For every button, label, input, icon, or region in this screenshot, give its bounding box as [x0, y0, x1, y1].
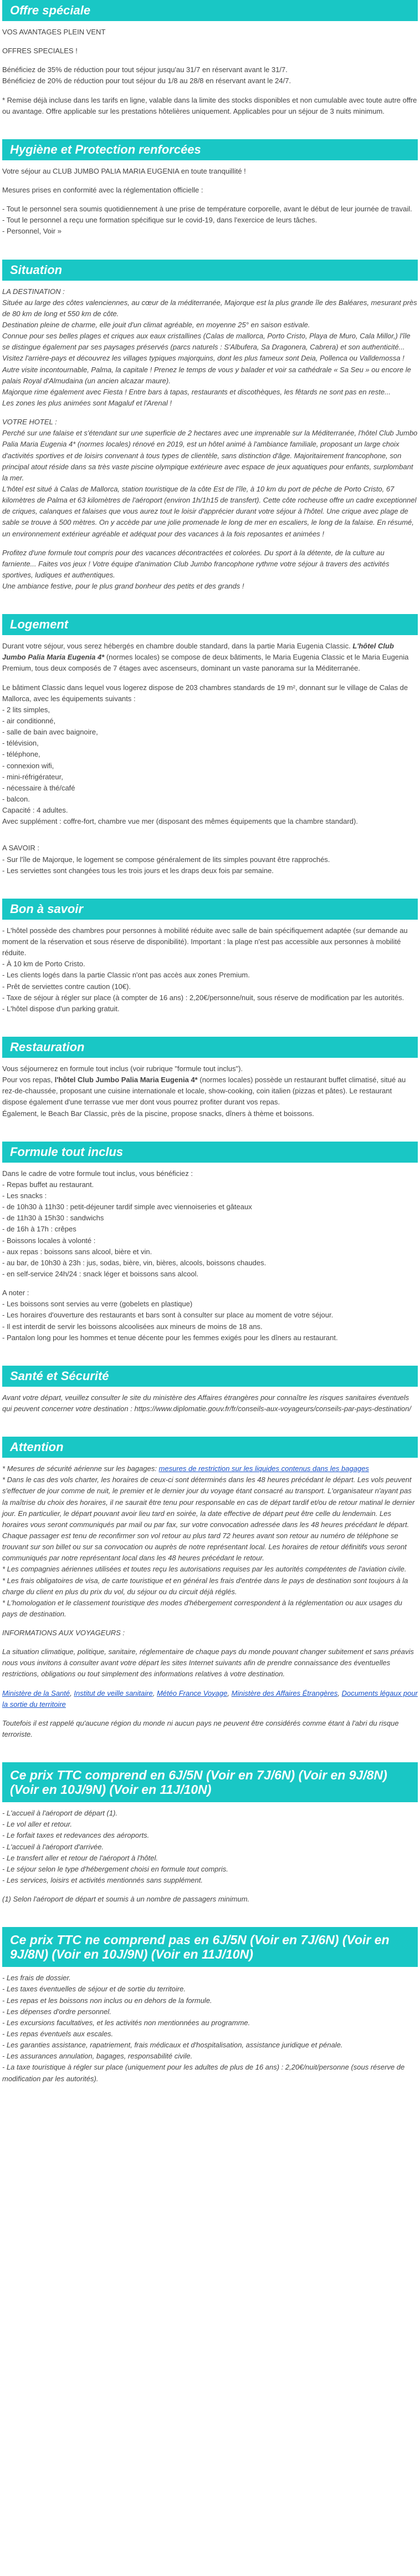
comprend-title: Ce prix TTC comprend en 6J/5N (Voir en 7J/6N) (Voir en 9J/8N) (Voir en 10J/9N) (Voir en 11J/10N): [2, 1762, 418, 1802]
link-ministere-sante[interactable]: Ministère de la Santé: [2, 1688, 70, 1697]
savoir-label: A SAVOIR :: [2, 844, 39, 853]
formule-note: - Pantalon long pour les hommes et tenue décente pour les femmes exigés pour les dîners au restaurant.: [2, 1333, 338, 1342]
hygiene-intro: Votre séjour au CLUB JUMBO PALIA MARIA EUGENIA en toute tranquillité !: [2, 166, 246, 175]
comprend-line: - Le forfait taxes et redevances des aéroports.: [2, 1831, 150, 1840]
formule-line: - de 11h30 à 15h30 : sandwichs: [2, 1214, 104, 1223]
link-affaires-etrangeres[interactable]: Ministère des Affaires Étrangères: [231, 1688, 338, 1697]
comprend-line: - Les services, loisirs et activités mentionnés sans supplément.: [2, 1876, 203, 1885]
savoir-line: - Sur l'île de Majorque, le logement se compose généralement de lits simples pouvant être rapprochés.: [2, 855, 330, 864]
restauration-text: (normes locales) possède un restaurant buffet climatisé, situé au rez-de-chaussée, proposant une cuisine internationale et locale, show-cooking, coin italien (pizzas et pâtes). Le restaurant dispose également d'une terrasse vue mer dont vous pourrez profiter durant vos repas.: [2, 1076, 406, 1107]
bon-line: - L'hôtel dispose d'un parking gratuit.: [2, 1004, 120, 1013]
offre-label: OFFRES SPECIALES !: [2, 47, 78, 55]
infos-text: La situation climatique, politique, sanitaire, réglementaire de chaque pays du monde pouvant changer subitement et sans préavis nous vous invitons à consulter avant votre départ les sites Internet suivants afin de prendre connaissance des éventuelles restrictions, obligations ou tout simplement des informations relatives à votre destination.: [2, 1647, 414, 1679]
hotel-name: l'hôtel Club Jumbo Palia Maria Eugenia 4*: [54, 1076, 198, 1084]
feature-item: - balcon.: [2, 795, 30, 804]
ne-comprend-line: - Les excursions facultatives, et les activités non mentionnées au programme.: [2, 2018, 250, 2027]
formule-line: - de 16h à 17h : crêpes: [2, 1225, 76, 1234]
bon-a-savoir-title: Bon à savoir: [2, 899, 418, 920]
ne-comprend-line: - Les taxes éventuelles de séjour et de sortie du territoire.: [2, 1985, 186, 1994]
offre-note: * Remise déjà incluse dans les tarifs en ligne, valable dans la limite des stocks disponibles et non cumulable avec toute autre offre ou avantage. Offre applicable sur les prestations hôtelières uniquement. Applicables pour un séjour de 3 nuits minimum.: [2, 95, 417, 115]
hotel-para: L'hôtel est situé à Calas de Mallorca, station touristique de la côte Est de l'île, à 10 km du port de pêche de Porto Cristo, 67 kilomètres de Palma et 63 kilomètres de l'aéroport (environ 1h/1h15 de transfert). Cette côte rocheuse offre un cadre exceptionnel de criques, calanques et falaises que vous aurez tout le loisir d'apprécier durant votre séjour à l'hôtel. Une crique avec plage de sable se trouve à 500 mètres. On y accède par une jolie promenade le long de mer en escaliers, le long de la falaise. En résumé, un environnement extérieur agréable et adéquat pour des vacances à la fois reposantes et animées !: [2, 484, 417, 538]
formule-note: - Les boissons sont servies au verre (gobelets en plastique): [2, 1300, 193, 1309]
offre-subtitle: VOS AVANTAGES PLEIN VENT: [2, 28, 106, 36]
formule-intro: Dans le cadre de votre formule tout inclus, vous bénéficiez :: [2, 1169, 193, 1178]
logement-title: Logement: [2, 614, 418, 635]
restauration-para3: Également, le Beach Bar Classic, près de la piscine, propose snacks, dîners à thème et boissons.: [2, 1109, 314, 1118]
attention-p4: * Les frais obligatoires de visa, de carte touristique et en général les frais d'entrée dans le pays de destination sont toujours à la charge du client en plus du prix du vol, du séjour ou du circuit déjà réglés.: [2, 1576, 408, 1596]
situation-para: Majorque rime également avec Fiesta ! Entre bars à tapas, restaurants et discothèques, les fêtards ne sont pas en reste...: [2, 387, 391, 396]
offre-line-2: Bénéficiez de 20% de réduction pour tout séjour du 1/8 au 28/8 en réservant avant le 24/7.: [2, 77, 291, 85]
comprend-line: - Le vol aller et retour.: [2, 1820, 72, 1829]
sante-section: [2, 1366, 418, 1414]
bon-a-savoir-section: [2, 899, 418, 1015]
feature-item: - nécessaire à thé/café: [2, 783, 75, 792]
sante-title: Santé et Sécurité: [2, 1366, 418, 1387]
hotel-para: Perché sur une falaise et s'étendant sur une superficie de 2 hectares avec une imprenable sur la Méditerranée, l'hôtel Club Jumbo Palia Maria Eugenia 4* (normes locales) rénové en 2019, est un hôtel animé à l'ambiance familiale, proposant un large choix d'activités sportives et de loisirs convenant à tous types de clientèle, sans distinction d'âge. Majoritairement francophone, son principal atout réside dans sa très vaste piscine olympique extérieure avec espace de jeux aquatiques pour enfants, surplombant la mer.: [2, 429, 418, 482]
destination-text: Située au large des côtes valenciennes, au cœur de la méditerranée, Majorque est la plus grande île des Baléares, mesurant près de 80 km de long et 550 km de côte.: [2, 298, 417, 318]
logement-text: (normes locales) se compose de deux bâtiments, le Maria Eugenia Classic et le Maria Eugenia Premium, tous deux composés de 7 étages avec ascenseurs, dominant un vaste panorama sur la Méditerranée.: [2, 653, 409, 673]
bon-line: - À 10 km de Porto Cristo.: [2, 960, 85, 968]
comprend-line: - L'accueil à l'aéroport de départ (1).: [2, 1809, 118, 1818]
bon-line: - Prêt de serviettes contre caution (10€).: [2, 982, 131, 991]
ne-comprend-line: - Les dépenses d'ordre personnel.: [2, 2007, 111, 2016]
formule-title: Formule tout inclus: [2, 1142, 418, 1163]
ne-comprend-line: - Les assurances annulation, bagages, responsabilité civile.: [2, 2052, 193, 2061]
restauration-text: Pour vos repas,: [2, 1076, 55, 1084]
ne-comprend-title: Ce prix TTC ne comprend pas en 6J/5N (Voir en 7J/6N) (Voir en 9J/8N) (Voir en 10J/9N) (Voir en 11J/10N): [2, 1927, 418, 1967]
attention-p2: * Dans le cas des vols charter, les horaires de ceux-ci sont déterminés dans les 48 heures précédant le départ. Les vols peuvent s'effectuer de jour comme de nuit, le premier et le dernier jour du voyage étant consacré au transport. L'organisateur n'ayant pas la maîtrise du choix des horaires, il ne saurait être tenu pour responsable en cas de départ tardif et/ou de retour matinal le dernier jour. En particulier, le départ pouvant avoir lieu tard en soirée, la date effective de départ peut être celle du lendemain. Les horaires vous seront communiqués par mail ou par fax, sur votre convocation adressée dans les 48 heures précédant le départ. Chaque passager est tenu de reconfirmer son vol retour au plus tard 72 heures avant son retour au numéro de téléphone se trouvant sur son billet ou sur sa convocation ou auprès de notre représentant local. Les horaires de retour définitifs vous seront communiqués par notre représentant local dans les 48 heures précédant le retour.: [2, 1475, 415, 1563]
feature-item: Capacité : 4 adultes.: [2, 806, 68, 815]
hotel-name: L'hôtel Club Jumbo Palia Maria Eugenia 4*: [2, 642, 394, 662]
situation-para: Autre visite incontournable, Palma, la capitale ! Prenez le temps de vous y balader et voir sa cathédrale « Sa Seu » ou encore le palais Royal d'Almudaina (un ancien alcazar maure).: [2, 365, 411, 385]
comprend-line: - L'accueil à l'aéroport d'arrivée.: [2, 1842, 104, 1851]
situation-para: Destination pleine de charme, elle jouit d'un climat agréable, en moyenne 25° en saison estivale.: [2, 320, 310, 329]
hotel-para: Profitez d'une formule tout compris pour des vacances décontractées et colorées. Du sport à la détente, de la culture au farniente... Faites vos jeux ! Votre équipe d'animation Club Jumbo francophone rythme votre séjour à travers des activités sportives, ludiques et authentiques.: [2, 548, 390, 579]
situation-section: [2, 260, 418, 592]
link-documents-legaux[interactable]: Documents légaux pour la sortie du territoire: [2, 1688, 418, 1708]
formule-note: - Les horaires d'ouverture des restaurants et bars sont à consulter sur place au moment de votre séjour.: [2, 1311, 334, 1320]
logement-text: Durant votre séjour, vous serez hébergés en chambre double standard, dans la partie Maria Eugenia Classic.: [2, 642, 351, 651]
formule-note-label: A noter :: [2, 1289, 29, 1297]
bon-line: - L'hôtel possède des chambres pour personnes à mobilité réduite avec salle de bain spécifiquement adaptée (sur demande au moment de la réservation et sous réserve de disponibilité). Important : la plage n'est pas accessible aux personnes à mobilité réduite.: [2, 926, 408, 957]
bon-line: - Les clients logés dans la partie Classic n'ont pas accès aux zones Premium.: [2, 971, 250, 980]
attention-p3: * Les compagnies aériennes utilisées et toutes reçu les autorisations requises par les autorités compétentes de l'aviation civile.: [2, 1565, 407, 1574]
savoir-line: - Les serviettes sont changées tous les trois jours et les draps deux fois par semaine.: [2, 866, 274, 875]
bon-line: - Taxe de séjour à régler sur place (à compter de 16 ans) : 2,20€/personne/nuit, sous réserve de modification par les autorités.: [2, 993, 404, 1002]
comprend-section: [2, 1762, 418, 1905]
formule-line: - au bar, de 10h30 à 23h : jus, sodas, bière, vin, bières, alcools, boissons chaudes.: [2, 1258, 267, 1267]
hygiene-line2: Mesures prises en conformité avec la réglementation officielle :: [2, 185, 203, 194]
restauration-title: Restauration: [2, 1037, 418, 1058]
hygiene-title: Hygiène et Protection renforcées: [2, 139, 418, 160]
feature-item: - air conditionné,: [2, 717, 56, 726]
feature-item: - mini-réfrigérateur,: [2, 772, 63, 781]
formule-note: - Il est interdit de servir les boissons alcoolisées aux mineurs de moins de 18 ans.: [2, 1322, 263, 1331]
attention-p5: * L'homologation et le classement touristique des modes d'hébergement correspondent à la réglementation ou aux usages du pays de destination.: [2, 1598, 402, 1618]
comprend-line: - Le séjour selon le type d'hébergement choisi en formule tout compris.: [2, 1864, 228, 1873]
formule-line: - Repas buffet au restaurant.: [2, 1180, 94, 1189]
ne-comprend-line: - Les repas et les boissons non inclus ou en dehors de la formule.: [2, 1996, 212, 2005]
destination-label: LA DESTINATION :: [2, 287, 65, 296]
hotel-para: Une ambiance festive, pour le plus grand bonheur des petits et des grands !: [2, 582, 244, 591]
ne-comprend-line: - La taxe touristique à régler sur place (uniquement pour les adultes de plus de 16 ans) : 2,20€/nuit/personne (sous réserve de modification par les autorités).: [2, 2063, 405, 2083]
attention-title: Attention: [2, 1437, 418, 1458]
comprend-line: - Le transfert aller et retour de l'aéroport à l'hôtel.: [2, 1853, 158, 1862]
attention-p1: [2, 1463, 418, 1474]
situation-para: Connue pour ses belles plages et criques aux eaux cristallines (Calas de mallorca, Porto Cristo, Playa de Muro, Cala Millor,) l'île se distingue également par ses paysages préservés (parcs naturels : S'Albufera, Sa Dragonera, Cabrera) et son authenticité...: [2, 332, 411, 352]
hygiene-bullet: - Tout le personnel a reçu une formation spécifique sur le covid-19, dans l'exercice de leurs tâches.: [2, 216, 317, 225]
logement-para2: Le bâtiment Classic dans lequel vous logerez dispose de 203 chambres standards de 19 m², donnant sur le village de Calas de Mallorca, avec les équipements suivants :: [2, 683, 408, 703]
attention-section: [2, 1437, 418, 1740]
hotel-label: VOTRE HOTEL :: [2, 418, 57, 427]
comprend-note: (1) Selon l'aéroport de départ et soumis à un nombre de passagers minimum.: [2, 1895, 250, 1904]
hygiene-section: [2, 139, 418, 237]
offre-line-1: Bénéficiez de 35% de réduction pour tout séjour jusqu'au 31/7 en réservant avant le 31/7.: [2, 65, 288, 74]
offre-section: [2, 0, 418, 117]
restauration-section: [2, 1037, 418, 1119]
ne-comprend-section: [2, 1927, 418, 2084]
situation-para: Les zones les plus animées sont Magaluf et l'Arenal !: [2, 398, 172, 407]
feature-item: - 2 lits simples,: [2, 705, 50, 714]
restauration-para1: Vous séjournerez en formule tout inclus (voir rubrique "formule tout inclus").: [2, 1064, 243, 1073]
sante-text: Avant votre départ, veuillez consulter le site du ministère des Affaires étrangères pour connaître les risques sanitaires éventuels qui peuvent concerner votre destination : https://www.diplomatie.gouv.fr/fr/conseils-aux-voyageurs/conseils-par-pays-destination/: [2, 1393, 412, 1413]
offre-title: Offre spéciale: [2, 0, 418, 21]
logement-supplement: Avec supplément : coffre-fort, chambre vue mer (disposant des mêmes équipements que la chambre standard).: [2, 817, 358, 826]
formule-line: - en self-service 24h/24 : snack léger et boissons sans alcool.: [2, 1269, 199, 1278]
hygiene-bullet: - Tout le personnel sera soumis quotidiennement à une prise de température corporelle, avant le début de leur journée de travail.: [2, 205, 412, 214]
feature-item: - connexion wifi,: [2, 761, 54, 770]
link-veille-sanitaire[interactable]: Institut de veille sanitaire: [74, 1688, 153, 1697]
ne-comprend-line: - Les repas éventuels aux escales.: [2, 2030, 114, 2039]
feature-item: - téléphone,: [2, 750, 40, 759]
formule-line: - Les snacks :: [2, 1191, 47, 1200]
hygiene-voir-link[interactable]: - Personnel, Voir »: [2, 227, 62, 236]
formule-line: - de 10h30 à 11h30 : petit-déjeuner tardif simple avec viennoiseries et gâteaux: [2, 1203, 252, 1211]
situation-para: Visitez l'arrière-pays et découvrez les villages typiques majorquins, dont les plus fameux sont Deia, Pollenca ou Valldemossa !: [2, 354, 404, 363]
formule-line: - aux repas : boissons sans alcool, bière et vin.: [2, 1247, 152, 1256]
logement-section: [2, 614, 418, 876]
feature-item: - salle de bain avec baignoire,: [2, 728, 98, 737]
feature-item: - télévision,: [2, 739, 39, 748]
ne-comprend-line: - Les garanties assistance, rapatriement, frais médicaux et d'hospitalisation, assistance juridique et pénale.: [2, 2041, 343, 2050]
formule-section: [2, 1142, 418, 1343]
formule-line: - Boissons locales à volonté :: [2, 1236, 96, 1245]
situation-title: Situation: [2, 260, 418, 281]
attention-text: * Mesures de sécurité aérienne sur les bagages:: [2, 1464, 159, 1473]
restauration-para2: [2, 1074, 418, 1108]
infos-label: INFORMATIONS AUX VOYAGEURS :: [2, 1629, 125, 1637]
link-meteo-france[interactable]: Météo France Voyage: [156, 1688, 228, 1697]
logement-para1: [2, 641, 418, 674]
liquids-restriction-link[interactable]: mesures de restriction sur les liquides contenus dans les bagages: [158, 1464, 369, 1473]
ne-comprend-line: - Les frais de dossier.: [2, 1974, 71, 1982]
infos-links: Ministère de la Santé, Institut de veille sanitaire, Météo France Voyage, Ministère des Affaires Étrangères, Documents légaux pour la sortie du territoire: [2, 1688, 418, 1708]
attention-final: Toutefois il est rappelé qu'aucune région du monde ni aucun pays ne peuvent être considérés comme étant à l'abri du risque terroriste.: [2, 1718, 399, 1739]
